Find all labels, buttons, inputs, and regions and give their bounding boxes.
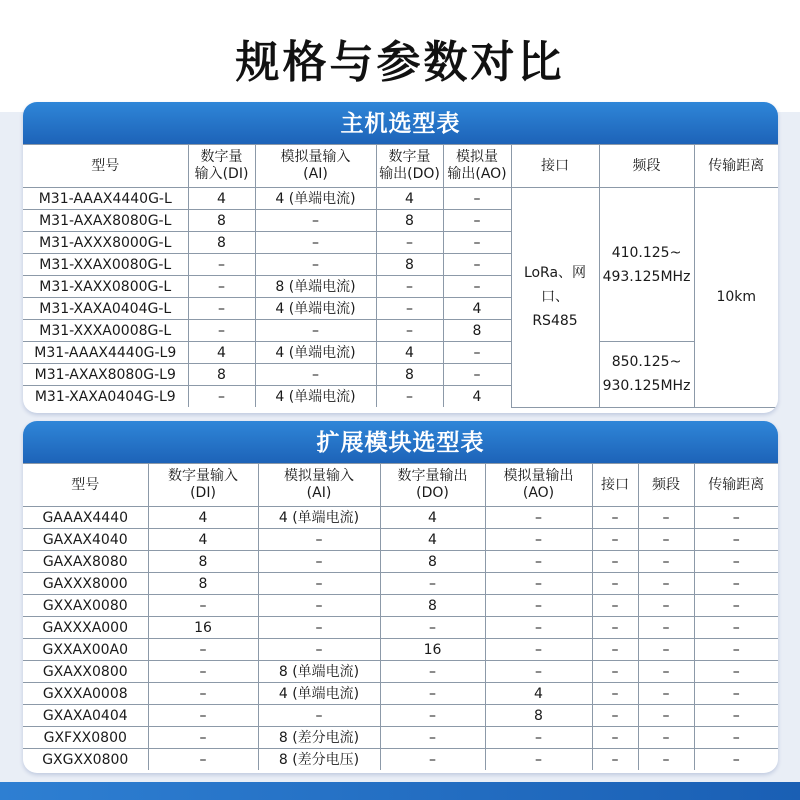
spec-cell: – — [380, 573, 485, 595]
model-cell: M31-XXXA0008G-L — [23, 320, 188, 342]
spec-cell: – — [258, 529, 380, 551]
spec-cell: – — [694, 749, 778, 771]
spec-cell: 8 — [376, 254, 443, 276]
spec-cell: 8 (差分电流) — [258, 727, 380, 749]
spec-cell: – — [592, 683, 638, 705]
spec-cell: – — [188, 386, 255, 408]
spec-cell: – — [592, 705, 638, 727]
model-cell: M31-XAXA0404G-L — [23, 298, 188, 320]
spec-cell: 8 — [380, 595, 485, 617]
spec-cell: 4 — [188, 188, 255, 210]
band-cell-2: 850.125~ 930.125MHz — [599, 342, 694, 408]
ext-column-header: 传输距离 — [694, 464, 778, 507]
table-row — [23, 529, 778, 551]
host-table-header: 主机选型表 — [23, 102, 778, 144]
spec-cell: – — [255, 232, 376, 254]
spec-cell: – — [255, 254, 376, 276]
model-cell: GXAXX0800 — [23, 661, 148, 683]
spec-cell: – — [638, 529, 694, 551]
spec-cell: 4 — [485, 683, 592, 705]
spec-cell: – — [694, 595, 778, 617]
model-cell: M31-AAAX4440G-L9 — [23, 342, 188, 364]
ext-column-header: 数字量输入 (DI) — [148, 464, 258, 507]
table-row — [23, 507, 778, 529]
model-cell: M31-XAXX0800G-L — [23, 276, 188, 298]
spec-cell: – — [188, 276, 255, 298]
spec-cell: 4 (单端电流) — [258, 683, 380, 705]
spec-cell: – — [485, 727, 592, 749]
spec-cell: – — [376, 320, 443, 342]
spec-cell: – — [258, 639, 380, 661]
spec-cell: – — [485, 617, 592, 639]
spec-cell: – — [148, 661, 258, 683]
spec-cell: – — [188, 254, 255, 276]
extension-module-card — [23, 421, 778, 773]
model-cell: GXXAX0080 — [23, 595, 148, 617]
extension-module-table — [23, 463, 778, 770]
spec-cell: – — [258, 573, 380, 595]
spec-cell: – — [148, 683, 258, 705]
spec-cell: 4 — [380, 529, 485, 551]
spec-cell: – — [694, 705, 778, 727]
spec-cell: – — [694, 727, 778, 749]
bottom-accent-stripe — [0, 782, 800, 800]
spec-cell: – — [376, 386, 443, 408]
spec-cell: – — [376, 232, 443, 254]
spec-cell: – — [485, 507, 592, 529]
spec-cell: – — [694, 617, 778, 639]
spec-cell: 4 — [380, 507, 485, 529]
spec-cell: 8 — [485, 705, 592, 727]
table-row — [23, 705, 778, 727]
spec-cell: 4 — [148, 529, 258, 551]
spec-cell: – — [485, 529, 592, 551]
table-row — [23, 749, 778, 771]
spec-cell: – — [694, 507, 778, 529]
ext-column-header: 型号 — [23, 464, 148, 507]
spec-cell: – — [592, 749, 638, 771]
spec-cell: – — [694, 551, 778, 573]
host-selection-table — [23, 144, 778, 408]
ext-table-header: 扩展模块选型表 — [23, 421, 778, 463]
spec-cell: 8 (差分电压) — [258, 749, 380, 771]
spec-cell: – — [638, 661, 694, 683]
spec-cell: 4 (单端电流) — [255, 188, 376, 210]
spec-cell: 8 (单端电流) — [255, 276, 376, 298]
spec-cell: – — [485, 749, 592, 771]
spec-cell: – — [188, 298, 255, 320]
spec-cell: 8 — [188, 232, 255, 254]
spec-cell: – — [443, 364, 511, 386]
model-cell: GAAAX4440 — [23, 507, 148, 529]
spec-cell: 4 — [188, 342, 255, 364]
spec-cell: 16 — [380, 639, 485, 661]
table-row — [23, 617, 778, 639]
spec-cell: 4 — [443, 386, 511, 408]
spec-cell: – — [592, 529, 638, 551]
spec-cell: – — [638, 617, 694, 639]
spec-cell: 4 (单端电流) — [255, 298, 376, 320]
model-cell: GXXXA0008 — [23, 683, 148, 705]
spec-cell: – — [638, 551, 694, 573]
host-selection-card — [23, 102, 778, 413]
spec-cell: 4 (单端电流) — [255, 386, 376, 408]
spec-cell: – — [258, 595, 380, 617]
model-cell: GXFXX0800 — [23, 727, 148, 749]
host-column-header: 模拟量 输出(AO) — [443, 145, 511, 188]
spec-cell: – — [443, 188, 511, 210]
spec-cell: – — [380, 749, 485, 771]
host-column-header: 传输距离 — [694, 145, 778, 188]
model-cell: GAXAX4040 — [23, 529, 148, 551]
model-cell: GAXXX8000 — [23, 573, 148, 595]
spec-cell: – — [485, 551, 592, 573]
spec-cell: – — [485, 639, 592, 661]
table-row — [23, 342, 778, 364]
ext-column-header: 数字量输出 (DO) — [380, 464, 485, 507]
spec-cell: 4 — [443, 298, 511, 320]
table-row — [23, 551, 778, 573]
spec-cell: 8 — [376, 210, 443, 232]
ext-column-header: 模拟量输入 (AI) — [258, 464, 380, 507]
spec-cell: – — [638, 727, 694, 749]
model-cell: M31-AXAX8080G-L9 — [23, 364, 188, 386]
spec-cell: – — [148, 749, 258, 771]
table-row — [23, 595, 778, 617]
host-column-header: 接口 — [511, 145, 599, 188]
spec-cell: 4 — [148, 507, 258, 529]
spec-cell: – — [148, 639, 258, 661]
spec-cell: 4 — [376, 342, 443, 364]
host-column-header: 频段 — [599, 145, 694, 188]
spec-cell: – — [638, 749, 694, 771]
ext-column-header: 接口 — [592, 464, 638, 507]
spec-cell: 8 — [380, 551, 485, 573]
table-row — [23, 573, 778, 595]
model-cell: GAXAX8080 — [23, 551, 148, 573]
host-column-header: 型号 — [23, 145, 188, 188]
model-cell: GXAXA0404 — [23, 705, 148, 727]
spec-cell: – — [188, 320, 255, 342]
ext-column-header: 模拟量输出 (AO) — [485, 464, 592, 507]
model-cell: M31-AXAX8080G-L — [23, 210, 188, 232]
model-cell: M31-AAAX4440G-L — [23, 188, 188, 210]
model-cell: M31-AXXX8000G-L — [23, 232, 188, 254]
spec-cell: – — [148, 595, 258, 617]
spec-cell: 4 — [376, 188, 443, 210]
spec-cell: 16 — [148, 617, 258, 639]
spec-cell: – — [638, 507, 694, 529]
spec-cell: – — [380, 727, 485, 749]
host-column-header: 模拟量输入 (AI) — [255, 145, 376, 188]
spec-cell: – — [592, 639, 638, 661]
spec-cell: – — [443, 342, 511, 364]
distance-cell: 10km — [694, 188, 778, 408]
spec-cell: 4 (单端电流) — [258, 507, 380, 529]
table-row — [23, 661, 778, 683]
spec-cell: – — [380, 661, 485, 683]
spec-cell: – — [258, 617, 380, 639]
spec-cell: – — [255, 210, 376, 232]
spec-cell: – — [592, 617, 638, 639]
spec-cell: – — [638, 639, 694, 661]
spec-cell: – — [592, 727, 638, 749]
spec-cell: – — [148, 705, 258, 727]
spec-cell: – — [485, 661, 592, 683]
spec-cell: – — [443, 232, 511, 254]
spec-cell: – — [255, 364, 376, 386]
host-column-header: 数字量 输入(DI) — [188, 145, 255, 188]
spec-cell: – — [638, 573, 694, 595]
spec-cell: – — [443, 276, 511, 298]
spec-cell: – — [592, 573, 638, 595]
ext-column-header: 频段 — [638, 464, 694, 507]
spec-cell: – — [694, 683, 778, 705]
spec-cell: 8 — [148, 551, 258, 573]
spec-cell: – — [485, 573, 592, 595]
spec-cell: – — [376, 276, 443, 298]
spec-cell: – — [592, 551, 638, 573]
spec-cell: – — [592, 595, 638, 617]
spec-cell: – — [255, 320, 376, 342]
spec-cell: – — [148, 727, 258, 749]
model-cell: GAXXXA000 — [23, 617, 148, 639]
spec-cell: – — [694, 573, 778, 595]
spec-cell: 8 — [188, 364, 255, 386]
model-cell: M31-XAXA0404G-L9 — [23, 386, 188, 408]
table-row — [23, 188, 778, 210]
spec-cell: – — [694, 529, 778, 551]
spec-cell: – — [258, 705, 380, 727]
band-cell-1: 410.125~ 493.125MHz — [599, 188, 694, 342]
spec-cell: – — [638, 705, 694, 727]
spec-cell: 8 — [148, 573, 258, 595]
spec-cell: – — [380, 617, 485, 639]
spec-cell: – — [485, 595, 592, 617]
spec-cell: – — [592, 507, 638, 529]
spec-cell: 8 (单端电流) — [258, 661, 380, 683]
spec-cell: – — [638, 683, 694, 705]
spec-cell: – — [592, 661, 638, 683]
model-cell: M31-XXAX0080G-L — [23, 254, 188, 276]
interface-cell: LoRa、网口、 RS485 — [511, 188, 599, 408]
spec-cell: 8 — [188, 210, 255, 232]
spec-cell: – — [443, 254, 511, 276]
spec-cell: – — [258, 551, 380, 573]
spec-cell: – — [694, 639, 778, 661]
model-cell: GXGXX0800 — [23, 749, 148, 771]
spec-cell: – — [380, 705, 485, 727]
spec-cell: – — [380, 683, 485, 705]
spec-cell: – — [694, 661, 778, 683]
model-cell: GXXAX00A0 — [23, 639, 148, 661]
table-row — [23, 683, 778, 705]
table-row — [23, 639, 778, 661]
spec-cell: 8 — [376, 364, 443, 386]
page-title: 规格与参数对比 — [235, 37, 565, 88]
spec-cell: 4 (单端电流) — [255, 342, 376, 364]
spec-cell: 8 — [443, 320, 511, 342]
table-row — [23, 727, 778, 749]
spec-cell: – — [443, 210, 511, 232]
spec-cell: – — [638, 595, 694, 617]
spec-cell: – — [376, 298, 443, 320]
host-column-header: 数字量 输出(DO) — [376, 145, 443, 188]
